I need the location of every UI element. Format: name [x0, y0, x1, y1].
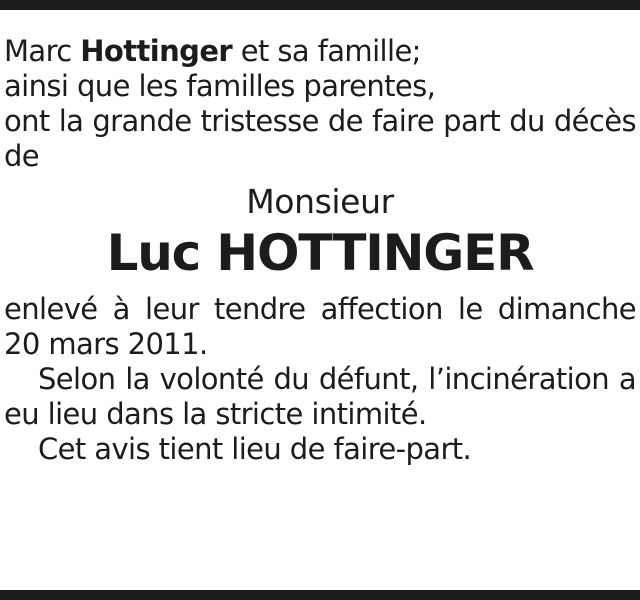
announcement-text: ont la grande tristesse de faire part du décès de	[4, 104, 636, 173]
announcer-line	[4, 34, 636, 69]
passing-text: enlevé à leur tendre affection le dimanche 20 mars 2011.	[4, 292, 636, 361]
announcer-suffix: et sa famille;	[232, 34, 421, 68]
deceased-name: Luc HOTTINGER	[106, 224, 534, 282]
top-border-rule	[0, 0, 640, 10]
obituary-notice	[4, 34, 636, 467]
honorific: Monsieur	[246, 182, 394, 221]
closing-text: Cet avis tient lieu de faire-part.	[38, 432, 472, 466]
announcer-first-name: Marc	[4, 34, 72, 68]
cremation-text: Selon la volonté du défunt, l’incinération a eu lieu dans la stricte intimité.	[4, 362, 636, 431]
bottom-border-rule	[0, 590, 640, 600]
relatives-line: ainsi que les familles parentes,	[4, 69, 436, 103]
announcer-last-name: Hottinger	[80, 34, 233, 68]
